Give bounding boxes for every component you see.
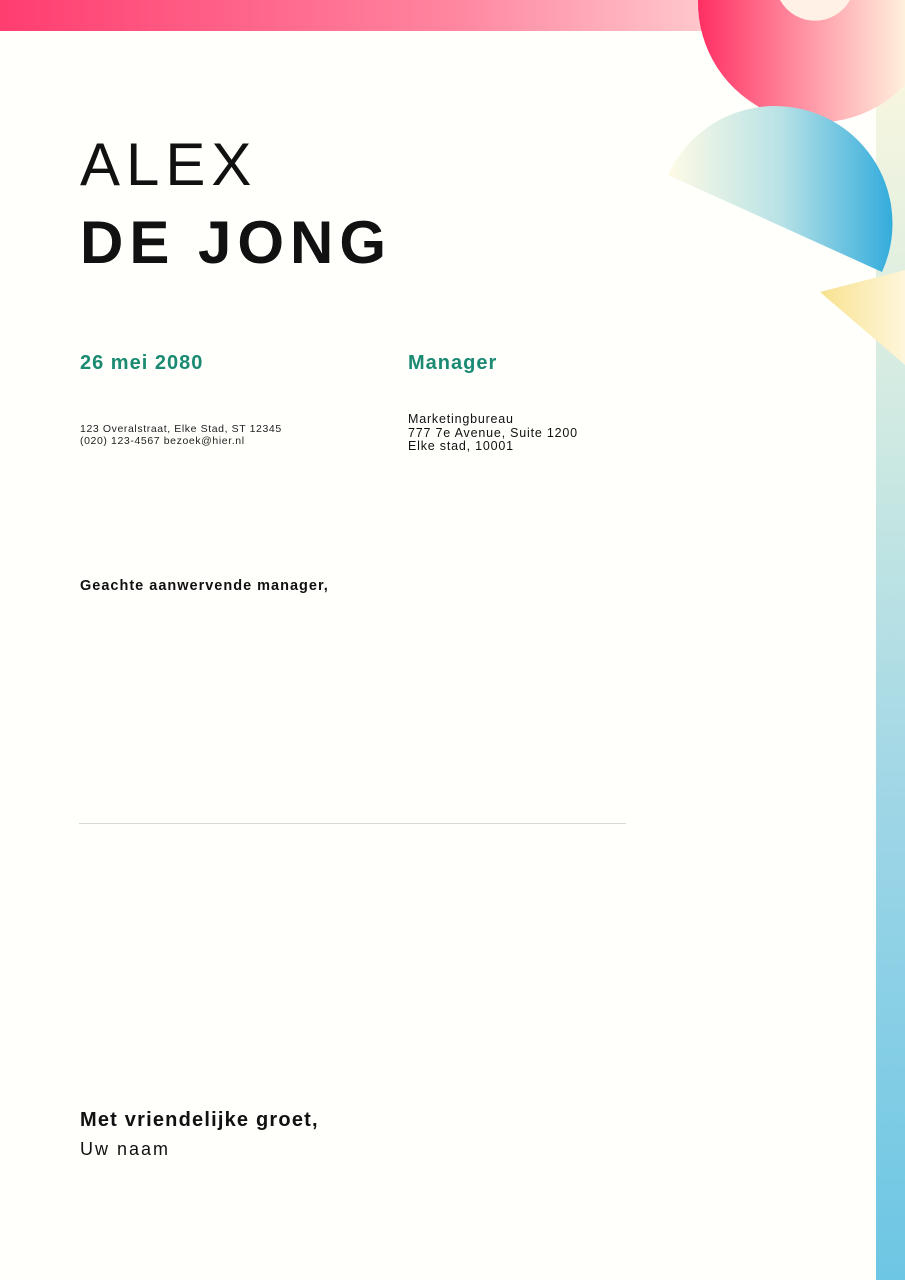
sender-address-block [80,423,282,447]
divider-line [79,823,626,824]
sender-contact-line: (020) 123-4567 bezoek@hier.nl [80,435,245,447]
recipient-title: Manager [408,352,498,374]
recipient-company: Marketingbureau [408,412,514,426]
recipient-address-block [408,413,578,454]
first-name: ALEX [80,131,258,198]
sender-address-line: 123 Overalstraat, Elke Stad, ST 12345 [80,423,282,435]
signature-name: Uw naam [80,1139,171,1159]
blue-half-circle [668,106,892,272]
last-name: DE JONG [80,209,393,276]
pink-half-circle [698,0,905,122]
recipient-street: 777 7e Avenue, Suite 1200 [408,425,578,440]
recipient-city: Elke stad, 10001 [408,439,514,453]
letter-date: 26 mei 2080 [80,352,204,374]
closing: Met vriendelijke groet, [80,1109,319,1131]
yellow-triangle [820,270,905,365]
salutation: Geachte aanwervende manager, [80,578,329,594]
